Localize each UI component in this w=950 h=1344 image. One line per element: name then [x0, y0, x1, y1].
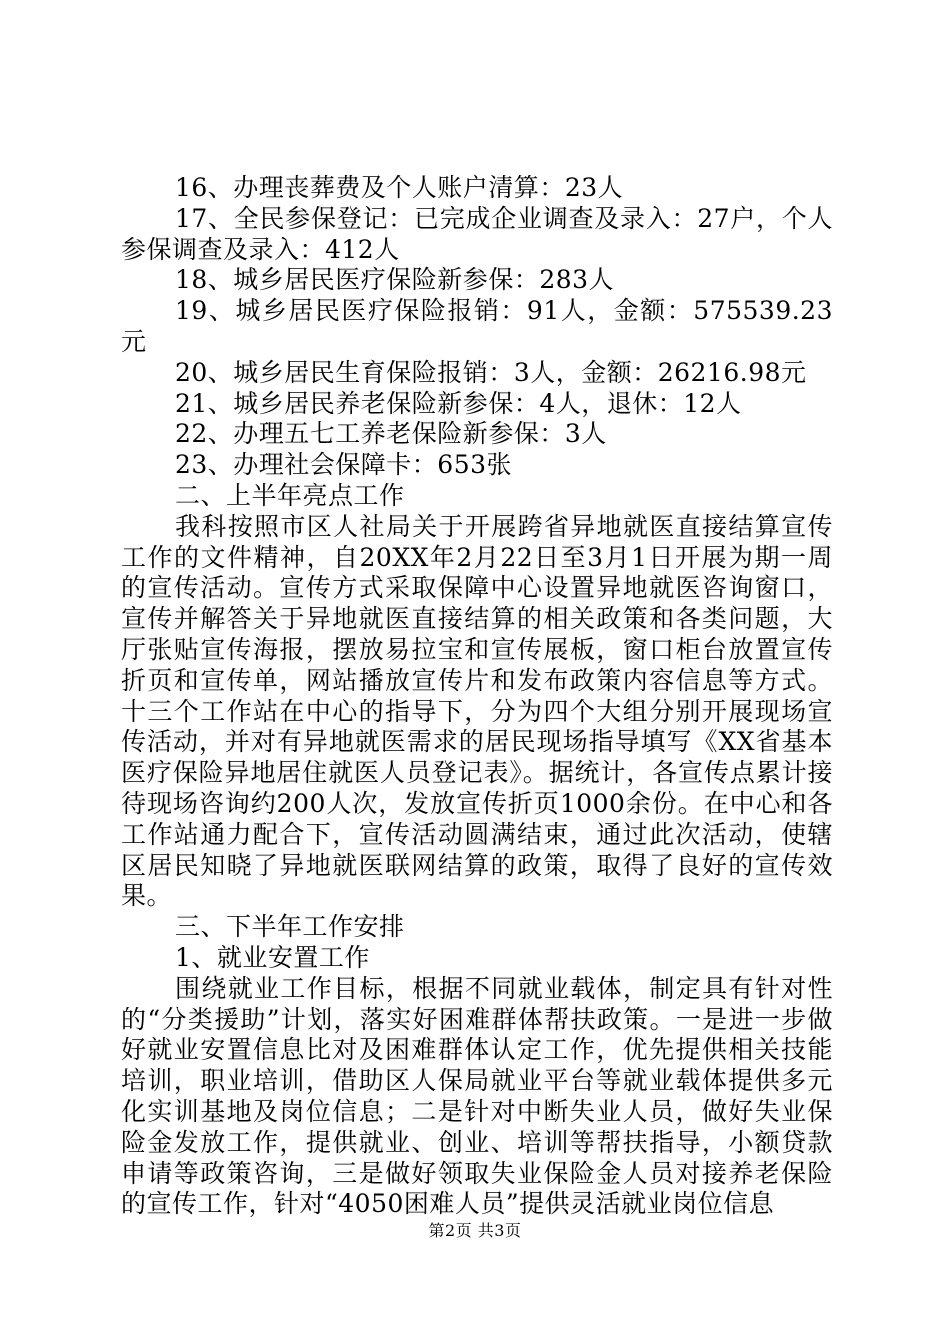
- document-body: [121, 173, 833, 1220]
- subsection-heading: 1、就业安置工作: [175, 942, 370, 972]
- page-footer: 第2页 共3页: [428, 1221, 522, 1240]
- list-item: 22、办理五七工养老保险新参保：3人: [175, 419, 607, 449]
- list-item: 20、城乡居民生育保险报销：3人，金额：26216.98元: [175, 357, 807, 387]
- list-item: 19、城乡居民医疗保险报销：91人，金额：575539.23元: [121, 296, 833, 356]
- list-item: 18、城乡居民医疗保险新参保：283人: [175, 265, 615, 295]
- section-heading: 二、上半年亮点工作: [175, 480, 405, 510]
- section-heading: 三、下半年工作安排: [175, 912, 405, 942]
- body-paragraph: 围绕就业工作目标，根据不同就业载体，制定具有针对性的“分类援助”计划，落实好困难群体帮扶政策。一是进一步做好就业安置信息比对及困难群体认定工作，优先提供相关技能培训，职业培训，借助区人保局就业平台等就业载体提供多元化实训基地及岗位信息；二是针对中断失业人员，做好失业保险金发放工作，提供就业、创业、培训等帮扶指导，小额贷款申请等政策咨询，三是做好领取失业保险金人员对接养老保险的宣传工作，针对“4050困难人员”提供灵活就业岗位信息: [121, 973, 833, 1219]
- list-item: 17、全民参保登记：已完成企业调查及录入：27户，个人参保调查及录入：412人: [121, 203, 833, 264]
- list-item: 21、城乡居民养老保险新参保：4人，退休：12人: [175, 388, 742, 418]
- list-item: 23、办理社会保障卡：653张: [175, 450, 513, 480]
- list-item: 16、办理丧葬费及个人账户清算：23人: [175, 173, 624, 202]
- body-paragraph: 我科按照市区人社局关于开展跨省异地就医直接结算宣传工作的文件精神，自20XX年2月22日至3月1日开展为期一周的宣传活动。宣传方式采取保障中心设置异地就医咨询窗口，宣传并解答关于异地就医直接结算的相关政策和各类问题，大厅张贴宣传海报，摆放易拉宝和宣传展板，窗口柜台放置宣传折页和宣传单，网站播放宣传片和发布政策内容信息等方式。十三个工作站在中心的指导下，分为四个大组分别开展现场宣传活动，并对有异地就医需求的居民现场指导填写《XX省基本医疗保险异地居住就医人员登记表》。据统计，各宣传点累计接待现场咨询约200人次，发放宣传折页1000余份。在中心和各工作站通力配合下，宣传活动圆满结束，通过此次活动，使辖区居民知晓了异地就医联网结算的政策，取得了良好的宣传效果。: [121, 511, 833, 911]
